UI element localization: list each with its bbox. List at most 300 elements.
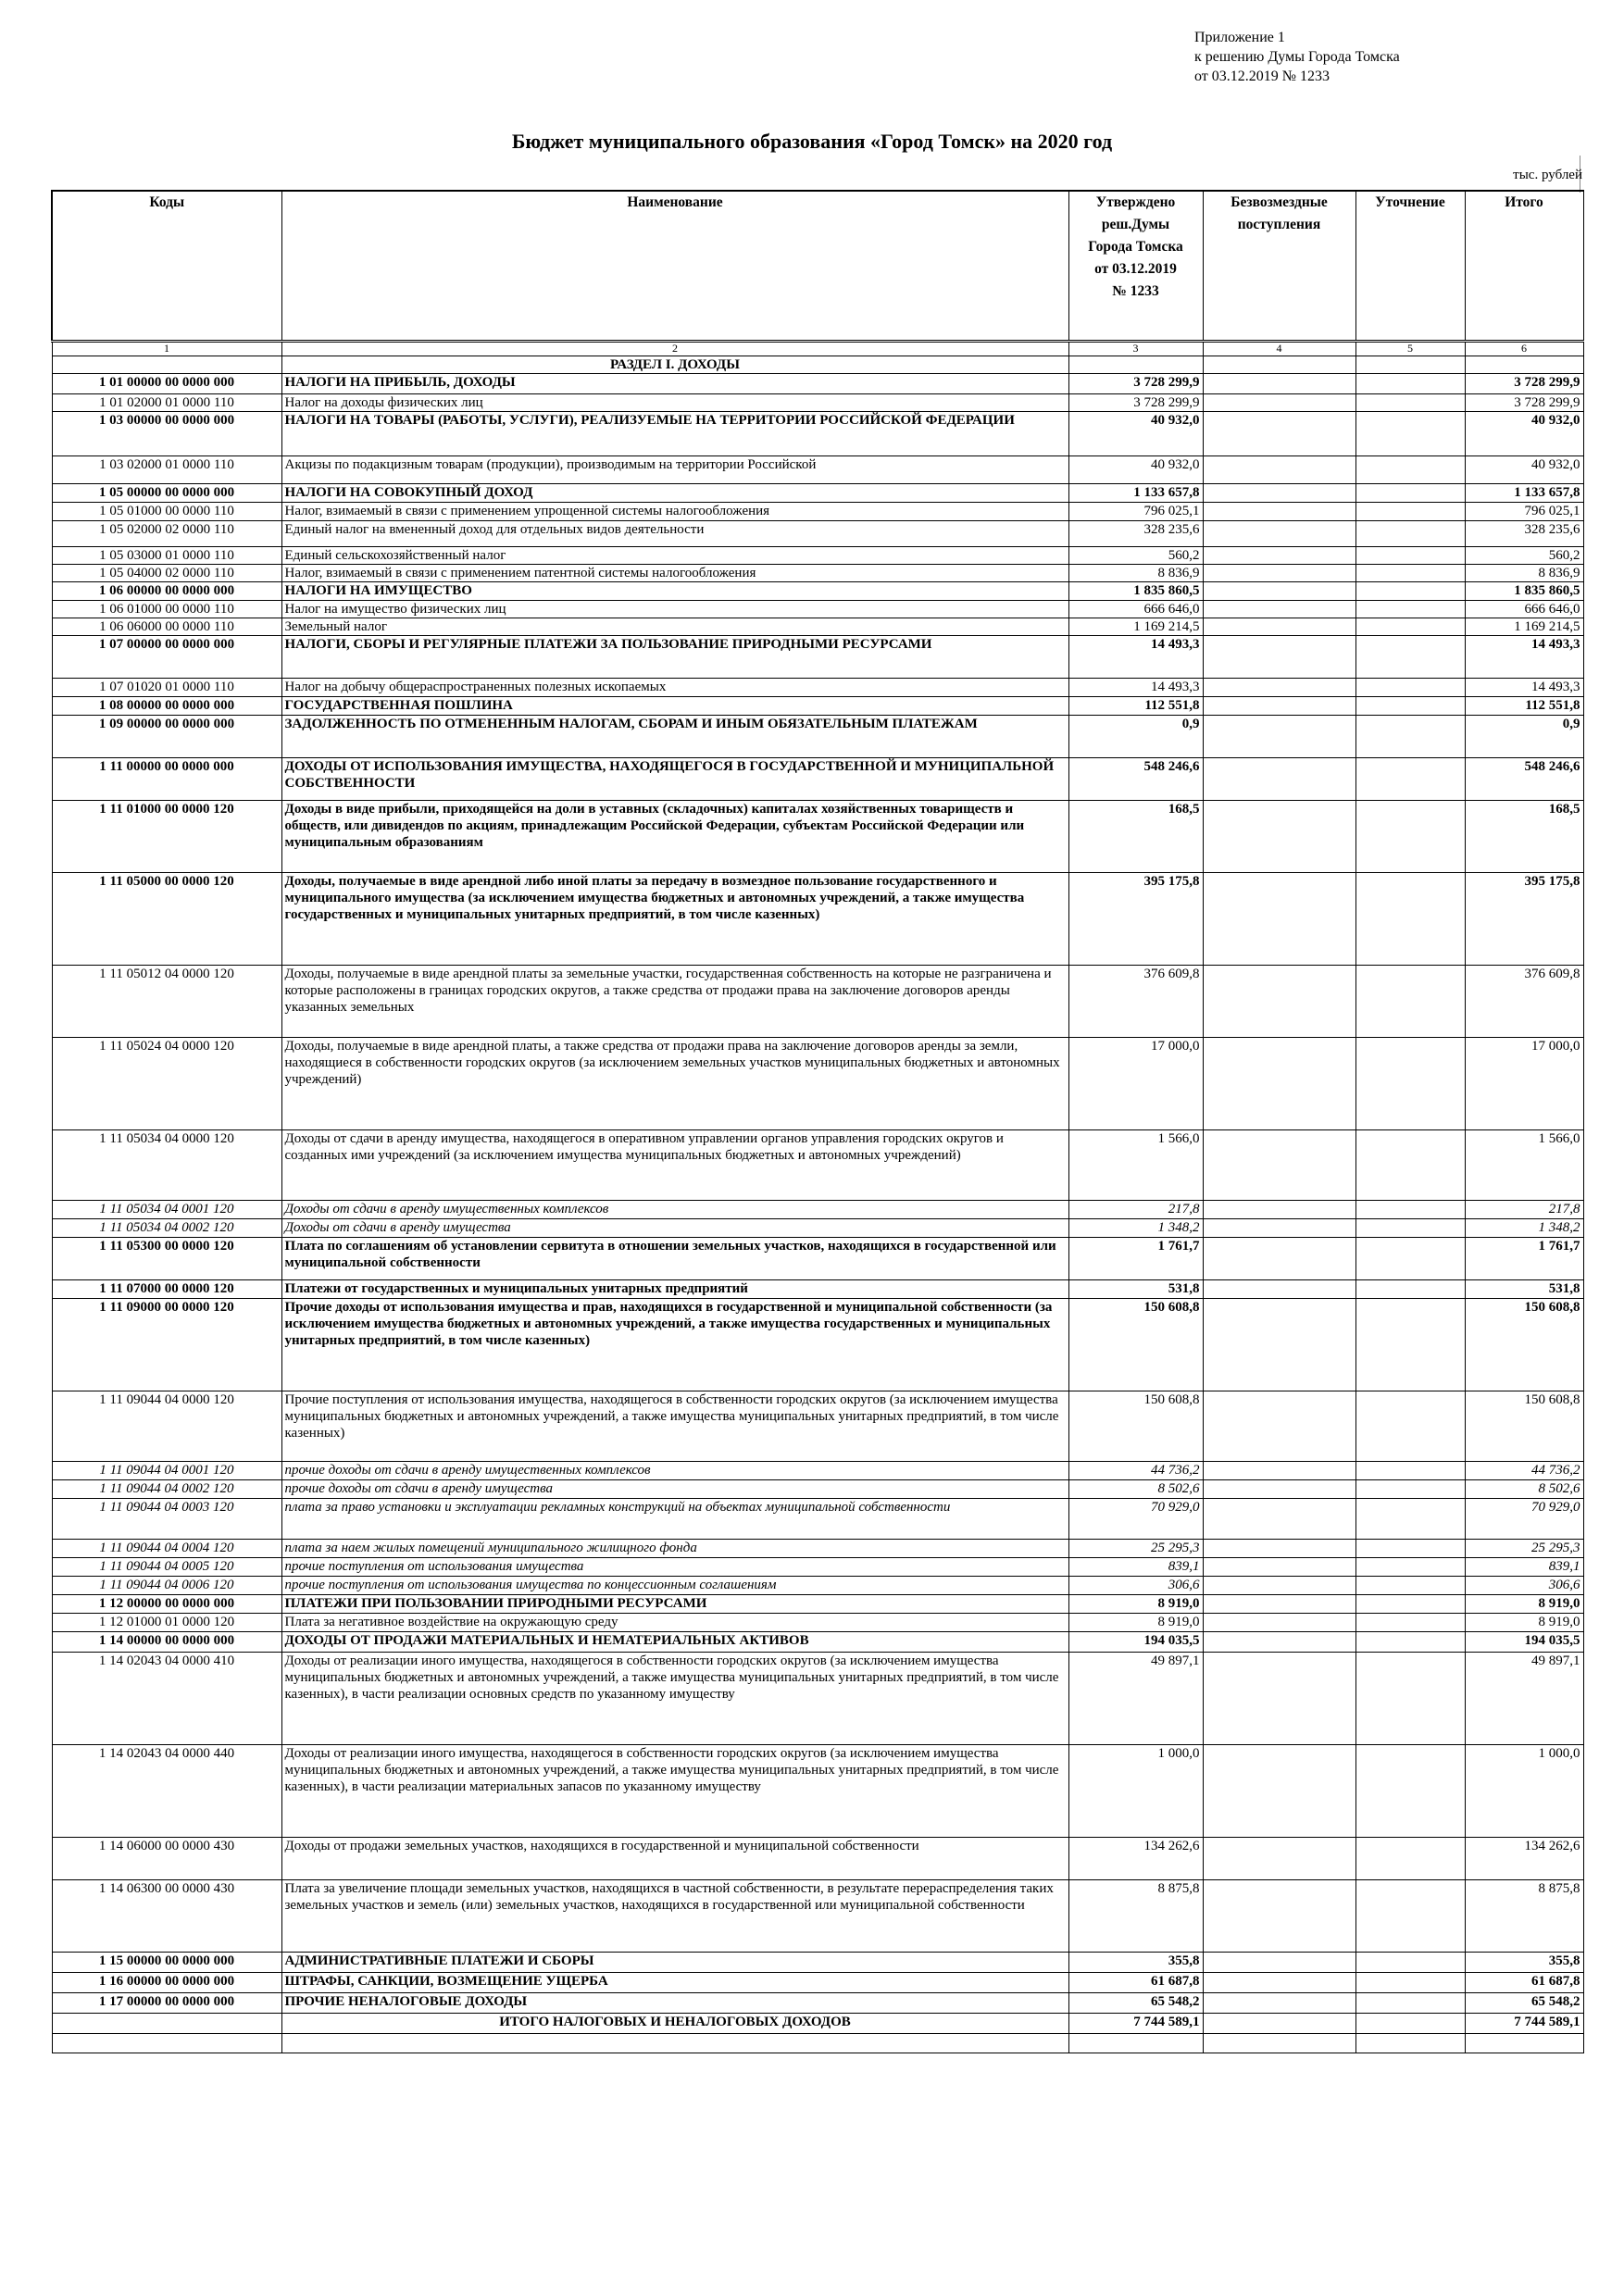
row-clarification <box>1355 394 1465 412</box>
row-total: 14 493,3 <box>1465 636 1583 679</box>
table-row <box>52 456 1583 484</box>
table-row <box>52 601 1583 618</box>
empty-cell <box>52 2033 281 2053</box>
row-approved: 168,5 <box>1068 800 1203 872</box>
row-clarification <box>1355 757 1465 800</box>
row-clarification <box>1355 582 1465 601</box>
row-total: 839,1 <box>1465 1557 1583 1576</box>
row-code: 1 11 00000 00 0000 000 <box>52 757 281 800</box>
row-name: Земельный налог <box>281 618 1068 636</box>
table-row <box>52 546 1583 564</box>
row-approved: 1 835 860,5 <box>1068 582 1203 601</box>
row-clarification <box>1355 374 1465 394</box>
row-approved: 796 025,1 <box>1068 503 1203 520</box>
row-code: 1 05 02000 02 0000 110 <box>52 520 281 546</box>
row-gratuitous <box>1203 1461 1355 1479</box>
row-name: АДМИНИСТРАТИВНЫЕ ПЛАТЕЖИ И СБОРЫ <box>281 1952 1068 1972</box>
row-approved: 61 687,8 <box>1068 1972 1203 1992</box>
header-approved-line: Города Томска <box>1088 239 1183 255</box>
row-approved: 44 736,2 <box>1068 1461 1203 1479</box>
row-code: 1 17 00000 00 0000 000 <box>52 1992 281 2013</box>
row-total: 61 687,8 <box>1465 1972 1583 1992</box>
row-code: 1 14 06000 00 0000 430 <box>52 1837 281 1879</box>
row-clarification <box>1355 1539 1465 1557</box>
row-gratuitous <box>1203 1539 1355 1557</box>
row-clarification <box>1355 1200 1465 1218</box>
row-clarification <box>1355 601 1465 618</box>
row-approved: 395 175,8 <box>1068 872 1203 965</box>
row-code: 1 05 03000 01 0000 110 <box>52 546 281 564</box>
row-total: 531,8 <box>1465 1279 1583 1298</box>
row-clarification <box>1355 503 1465 520</box>
row-total: 112 551,8 <box>1465 696 1583 715</box>
row-total: 1 000,0 <box>1465 1744 1583 1837</box>
row-gratuitous <box>1203 1479 1355 1498</box>
row-total: 168,5 <box>1465 800 1583 872</box>
row-clarification <box>1355 1652 1465 1744</box>
header-approved-line: Утверждено <box>1095 194 1176 210</box>
row-clarification <box>1355 1594 1465 1613</box>
row-clarification <box>1355 715 1465 757</box>
row-approved: 1 133 657,8 <box>1068 484 1203 503</box>
row-clarification <box>1355 564 1465 581</box>
table-row <box>52 800 1583 872</box>
row-name: Прочие доходы от использования имущества и прав, находящихся в государственной и муниципальной собственности (за исключением имущества бюджетных и автономных учреждений, а также имущества государственных и муниципальных унитарных предприятий, в том числе казенных) <box>281 1298 1068 1391</box>
row-clarification <box>1355 965 1465 1037</box>
row-name: плата за наем жилых помещений муниципального жилищного фонда <box>281 1539 1068 1557</box>
row-gratuitous <box>1203 1129 1355 1200</box>
header-gratuitous-line: поступления <box>1237 217 1321 232</box>
row-code: 1 06 06000 00 0000 110 <box>52 618 281 636</box>
header-approved-line: № 1233 <box>1112 283 1159 299</box>
row-name: ДОХОДЫ ОТ ИСПОЛЬЗОВАНИЯ ИМУЩЕСТВА, НАХОДЯЩЕГОСЯ В ГОСУДАРСТВЕННОЙ И МУНИЦИПАЛЬНОЙ СОБСТВЕННОСТИ <box>281 757 1068 800</box>
row-approved: 8 919,0 <box>1068 1613 1203 1631</box>
row-approved: 839,1 <box>1068 1557 1203 1576</box>
row-gratuitous <box>1203 1744 1355 1837</box>
row-code: 1 11 09044 04 0000 120 <box>52 1391 281 1461</box>
row-code: 1 11 09044 04 0004 120 <box>52 1539 281 1557</box>
row-name: НАЛОГИ НА СОВОКУПНЫЙ ДОХОД <box>281 484 1068 503</box>
row-approved: 548 246,6 <box>1068 757 1203 800</box>
table-row <box>52 1461 1583 1479</box>
table-row <box>52 1992 1583 2013</box>
table-row <box>52 1479 1583 1498</box>
row-code: 1 11 05012 04 0000 120 <box>52 965 281 1037</box>
row-approved: 17 000,0 <box>1068 1037 1203 1129</box>
appendix-line-2: к решению Думы Города Томска <box>1194 49 1400 65</box>
appendix-line-1: Приложение 1 <box>1194 30 1285 45</box>
section-title: РАЗДЕЛ I. ДОХОДЫ <box>281 356 1068 374</box>
row-gratuitous <box>1203 1498 1355 1539</box>
row-name: прочие доходы от сдачи в аренду имущественных комплексов <box>281 1461 1068 1479</box>
column-number-row <box>52 342 1583 356</box>
row-approved: 217,8 <box>1068 1200 1203 1218</box>
appendix-line-3: от 03.12.2019 № 1233 <box>1194 69 1330 84</box>
section-cell <box>1355 356 1465 374</box>
table-row <box>52 1557 1583 1576</box>
row-total: 8 919,0 <box>1465 1613 1583 1631</box>
empty-cell <box>1355 2033 1465 2053</box>
empty-cell <box>1068 2033 1203 2053</box>
row-approved: 134 262,6 <box>1068 1837 1203 1879</box>
row-code: 1 11 09044 04 0001 120 <box>52 1461 281 1479</box>
row-code: 1 14 00000 00 0000 000 <box>52 1631 281 1652</box>
row-approved: 14 493,3 <box>1068 679 1203 696</box>
row-total: 3 728 299,9 <box>1465 394 1583 412</box>
section-cell <box>1068 356 1203 374</box>
col-number: 3 <box>1068 342 1203 356</box>
row-total: 150 608,8 <box>1465 1391 1583 1461</box>
row-gratuitous <box>1203 1972 1355 1992</box>
document-title: Бюджет муниципального образования «Город Томск» на 2020 год <box>511 130 1113 153</box>
row-code: 1 03 02000 01 0000 110 <box>52 456 281 484</box>
row-approved: 666 646,0 <box>1068 601 1203 618</box>
row-code: 1 05 04000 02 0000 110 <box>52 564 281 581</box>
row-code: 1 09 00000 00 0000 000 <box>52 715 281 757</box>
row-total: 1 133 657,8 <box>1465 484 1583 503</box>
row-code: 1 01 00000 00 0000 000 <box>52 374 281 394</box>
row-total: 1 835 860,5 <box>1465 582 1583 601</box>
row-gratuitous <box>1203 456 1355 484</box>
row-total: 306,6 <box>1465 1576 1583 1594</box>
row-clarification <box>1355 1576 1465 1594</box>
table-row <box>52 715 1583 757</box>
empty-cell <box>1203 2033 1355 2053</box>
row-name: ШТРАФЫ, САНКЦИИ, ВОЗМЕЩЕНИЕ УЩЕРБА <box>281 1972 1068 1992</box>
row-code: 1 14 06300 00 0000 430 <box>52 1879 281 1952</box>
row-name: Налог на имущество физических лиц <box>281 601 1068 618</box>
row-approved: 8 836,9 <box>1068 564 1203 581</box>
table-row <box>52 1218 1583 1237</box>
row-total: 0,9 <box>1465 715 1583 757</box>
row-code: 1 08 00000 00 0000 000 <box>52 696 281 715</box>
row-total: 25 295,3 <box>1465 1539 1583 1557</box>
table-body <box>52 356 1583 2053</box>
header-total: Итого <box>1465 191 1583 342</box>
row-code: 1 14 02043 04 0000 410 <box>52 1652 281 1744</box>
header-codes: Коды <box>52 191 281 342</box>
table-row <box>52 1972 1583 1992</box>
row-name: Акцизы по подакцизным товарам (продукции), производимым на территории Российской <box>281 456 1068 484</box>
row-total: 134 262,6 <box>1465 1837 1583 1879</box>
header-clarification: Уточнение <box>1355 191 1465 342</box>
row-clarification <box>1355 546 1465 564</box>
row-gratuitous <box>1203 374 1355 394</box>
total-gratuitous <box>1203 2013 1355 2033</box>
row-total: 1 566,0 <box>1465 1129 1583 1200</box>
row-code: 1 16 00000 00 0000 000 <box>52 1972 281 1992</box>
row-gratuitous <box>1203 484 1355 503</box>
row-total: 44 736,2 <box>1465 1461 1583 1479</box>
row-clarification <box>1355 520 1465 546</box>
row-clarification <box>1355 1298 1465 1391</box>
row-gratuitous <box>1203 872 1355 965</box>
section-code-cell <box>52 356 281 374</box>
row-total: 560,2 <box>1465 546 1583 564</box>
row-clarification <box>1355 484 1465 503</box>
row-gratuitous <box>1203 1613 1355 1631</box>
row-gratuitous <box>1203 965 1355 1037</box>
row-approved: 49 897,1 <box>1068 1652 1203 1744</box>
row-code: 1 03 00000 00 0000 000 <box>52 412 281 456</box>
header-approved-line: реш.Думы <box>1101 217 1170 232</box>
row-approved: 8 875,8 <box>1068 1879 1203 1952</box>
row-total: 40 932,0 <box>1465 412 1583 456</box>
row-code: 1 11 05000 00 0000 120 <box>52 872 281 965</box>
table-row <box>52 394 1583 412</box>
table-row <box>52 1279 1583 1298</box>
row-name: ГОСУДАРСТВЕННАЯ ПОШЛИНА <box>281 696 1068 715</box>
row-code: 1 11 09044 04 0005 120 <box>52 1557 281 1576</box>
row-total: 194 035,5 <box>1465 1631 1583 1652</box>
row-name: прочие поступления от использования имущества <box>281 1557 1068 1576</box>
table-row <box>52 1613 1583 1631</box>
row-approved: 531,8 <box>1068 1279 1203 1298</box>
section-row <box>52 356 1583 374</box>
row-name: прочие доходы от сдачи в аренду имущества <box>281 1479 1068 1498</box>
row-total: 8 919,0 <box>1465 1594 1583 1613</box>
header-approved <box>1068 191 1203 342</box>
table-row <box>52 1594 1583 1613</box>
row-name: Налог, взимаемый в связи с применением патентной системы налогообложения <box>281 564 1068 581</box>
col-number: 6 <box>1465 342 1583 356</box>
row-total: 395 175,8 <box>1465 872 1583 965</box>
row-gratuitous <box>1203 394 1355 412</box>
row-approved: 3 728 299,9 <box>1068 394 1203 412</box>
row-gratuitous <box>1203 800 1355 872</box>
row-approved: 1 566,0 <box>1068 1129 1203 1200</box>
total-clarification <box>1355 2013 1465 2033</box>
row-clarification <box>1355 618 1465 636</box>
table-row <box>52 636 1583 679</box>
row-approved: 112 551,8 <box>1068 696 1203 715</box>
row-name: Доходы от сдачи в аренду имущества, находящегося в оперативном управлении органов управления городских округов и созданных ими учреждений (за исключением имущества муниципальных бюджетных и автономных учреждений) <box>281 1129 1068 1200</box>
row-code: 1 11 07000 00 0000 120 <box>52 1279 281 1298</box>
total-code <box>52 2013 281 2033</box>
row-approved: 150 608,8 <box>1068 1298 1203 1391</box>
row-clarification <box>1355 1744 1465 1837</box>
row-code: 1 11 09044 04 0003 120 <box>52 1498 281 1539</box>
budget-table <box>51 190 1584 2053</box>
row-clarification <box>1355 1391 1465 1461</box>
header-name: Наименование <box>281 191 1068 342</box>
row-name: плата за право установки и эксплуатации рекламных конструкций на объектах муниципальной собственности <box>281 1498 1068 1539</box>
table-row <box>52 520 1583 546</box>
row-name: прочие поступления от использования имущества по концессионным соглашениям <box>281 1576 1068 1594</box>
row-gratuitous <box>1203 1298 1355 1391</box>
row-code: 1 11 09044 04 0002 120 <box>52 1479 281 1498</box>
row-approved: 8 919,0 <box>1068 1594 1203 1613</box>
row-name: Прочие поступления от использования имущества, находящегося в собственности городских округов (за исключением имущества муниципальных бюджетных и автономных учреждений, а также имущества муниципальных унитарных предприятий, в том числе казенных) <box>281 1391 1068 1461</box>
row-name: НАЛОГИ НА ПРИБЫЛЬ, ДОХОДЫ <box>281 374 1068 394</box>
row-total: 49 897,1 <box>1465 1652 1583 1744</box>
row-name: Доходы, получаемые в виде арендной платы, а также средства от продажи права на заключение договоров аренды за земли, находящиеся в собственности городских округов (за исключением земельных участков муниципальных бюджетных и автономных учреждений) <box>281 1037 1068 1129</box>
row-clarification <box>1355 636 1465 679</box>
row-total: 217,8 <box>1465 1200 1583 1218</box>
row-name: Налог, взимаемый в связи с применением упрощенной системы налогообложения <box>281 503 1068 520</box>
row-clarification <box>1355 1631 1465 1652</box>
row-name: НАЛОГИ, СБОРЫ И РЕГУЛЯРНЫЕ ПЛАТЕЖИ ЗА ПОЛЬЗОВАНИЕ ПРИРОДНЫМИ РЕСУРСАМИ <box>281 636 1068 679</box>
total-approved: 7 744 589,1 <box>1068 2013 1203 2033</box>
row-gratuitous <box>1203 582 1355 601</box>
row-gratuitous <box>1203 1237 1355 1279</box>
row-gratuitous <box>1203 715 1355 757</box>
row-gratuitous <box>1203 696 1355 715</box>
row-code: 1 12 01000 01 0000 120 <box>52 1613 281 1631</box>
row-code: 1 06 00000 00 0000 000 <box>52 582 281 601</box>
row-clarification <box>1355 1218 1465 1237</box>
row-clarification <box>1355 412 1465 456</box>
row-total: 70 929,0 <box>1465 1498 1583 1539</box>
row-clarification <box>1355 1557 1465 1576</box>
row-code: 1 05 00000 00 0000 000 <box>52 484 281 503</box>
table-row <box>52 1037 1583 1129</box>
row-clarification <box>1355 1972 1465 1992</box>
row-total: 65 548,2 <box>1465 1992 1583 2013</box>
row-total: 8 836,9 <box>1465 564 1583 581</box>
row-gratuitous <box>1203 636 1355 679</box>
table-row <box>52 872 1583 965</box>
row-name: НАЛОГИ НА ИМУЩЕСТВО <box>281 582 1068 601</box>
row-name: Налог на добычу общераспространенных полезных ископаемых <box>281 679 1068 696</box>
row-name: Доходы от реализации иного имущества, находящегося в собственности городских округов (за исключением имущества муниципальных бюджетных и автономных учреждений, а также имущества муниципальных унитарных предприятий, в том числе казенных), в части реализации основных средств по указанному имуществу <box>281 1652 1068 1744</box>
section-cell <box>1465 356 1583 374</box>
row-code: 1 11 09044 04 0006 120 <box>52 1576 281 1594</box>
row-gratuitous <box>1203 1391 1355 1461</box>
col-number: 5 <box>1355 342 1465 356</box>
row-approved: 355,8 <box>1068 1952 1203 1972</box>
empty-cell <box>1465 2033 1583 2053</box>
row-code: 1 12 00000 00 0000 000 <box>52 1594 281 1613</box>
row-clarification <box>1355 456 1465 484</box>
row-total: 14 493,3 <box>1465 679 1583 696</box>
row-clarification <box>1355 872 1465 965</box>
row-clarification <box>1355 1237 1465 1279</box>
total-row <box>52 2013 1583 2033</box>
row-clarification <box>1355 1992 1465 2013</box>
row-total: 1 348,2 <box>1465 1218 1583 1237</box>
col-number: 2 <box>281 342 1068 356</box>
row-code: 1 07 01020 01 0000 110 <box>52 679 281 696</box>
row-code: 1 01 02000 01 0000 110 <box>52 394 281 412</box>
row-code: 1 06 01000 00 0000 110 <box>52 601 281 618</box>
row-approved: 328 235,6 <box>1068 520 1203 546</box>
row-approved: 194 035,5 <box>1068 1631 1203 1652</box>
row-approved: 3 728 299,9 <box>1068 374 1203 394</box>
table-row <box>52 1498 1583 1539</box>
row-name: ДОХОДЫ ОТ ПРОДАЖИ МАТЕРИАЛЬНЫХ И НЕМАТЕРИАЛЬНЫХ АКТИВОВ <box>281 1631 1068 1652</box>
row-clarification <box>1355 1479 1465 1498</box>
row-name: Доходы в виде прибыли, приходящейся на доли в уставных (складочных) капиталах хозяйственных товариществ и обществ, или дивидендов по акциям, принадлежащим Российской Федерации, субъектам Российской Федерации или муниципальным образованиям <box>281 800 1068 872</box>
table-row <box>52 412 1583 456</box>
row-gratuitous <box>1203 546 1355 564</box>
row-clarification <box>1355 1129 1465 1200</box>
row-gratuitous <box>1203 1879 1355 1952</box>
row-total: 548 246,6 <box>1465 757 1583 800</box>
row-approved: 40 932,0 <box>1068 456 1203 484</box>
row-clarification <box>1355 696 1465 715</box>
row-approved: 25 295,3 <box>1068 1539 1203 1557</box>
row-code: 1 11 05024 04 0000 120 <box>52 1037 281 1129</box>
row-clarification <box>1355 1498 1465 1539</box>
row-clarification <box>1355 1837 1465 1879</box>
row-name: Доходы от реализации иного имущества, находящегося в собственности городских округов (за исключением имущества муниципальных бюджетных и автономных учреждений, а также имущества муниципальных унитарных предприятий, в том числе казенных), в части реализации материальных запасов по указанному имуществу <box>281 1744 1068 1837</box>
table-row <box>52 1652 1583 1744</box>
empty-cell <box>281 2033 1068 2053</box>
row-approved: 306,6 <box>1068 1576 1203 1594</box>
row-total: 1 761,7 <box>1465 1237 1583 1279</box>
row-gratuitous <box>1203 679 1355 696</box>
row-gratuitous <box>1203 601 1355 618</box>
row-approved: 8 502,6 <box>1068 1479 1203 1498</box>
row-clarification <box>1355 800 1465 872</box>
row-clarification <box>1355 1879 1465 1952</box>
row-gratuitous <box>1203 1576 1355 1594</box>
row-gratuitous <box>1203 1037 1355 1129</box>
row-approved: 1 000,0 <box>1068 1744 1203 1837</box>
table-row <box>52 1879 1583 1952</box>
row-approved: 1 348,2 <box>1068 1218 1203 1237</box>
row-code: 1 05 01000 00 0000 110 <box>52 503 281 520</box>
col-number: 4 <box>1203 342 1355 356</box>
row-code: 1 07 00000 00 0000 000 <box>52 636 281 679</box>
row-gratuitous <box>1203 1557 1355 1576</box>
row-name: Единый налог на вмененный доход для отдельных видов деятельности <box>281 520 1068 546</box>
row-name: Единый сельскохозяйственный налог <box>281 546 1068 564</box>
table-row <box>52 965 1583 1037</box>
table-row <box>52 1744 1583 1837</box>
row-total: 796 025,1 <box>1465 503 1583 520</box>
table-row <box>52 618 1583 636</box>
header-gratuitous-line: Безвозмездные <box>1230 194 1328 210</box>
row-gratuitous <box>1203 1218 1355 1237</box>
table-row <box>52 374 1583 394</box>
row-clarification <box>1355 1613 1465 1631</box>
row-gratuitous <box>1203 1631 1355 1652</box>
table-row <box>52 1952 1583 1972</box>
table-row <box>52 679 1583 696</box>
row-name: Доходы от сдачи в аренду имущественных комплексов <box>281 1200 1068 1218</box>
empty-row <box>52 2033 1583 2053</box>
header-row <box>52 191 1583 342</box>
total-total: 7 744 589,1 <box>1465 2013 1583 2033</box>
table-row <box>52 1391 1583 1461</box>
row-clarification <box>1355 1279 1465 1298</box>
row-name: ПРОЧИЕ НЕНАЛОГОВЫЕ ДОХОДЫ <box>281 1992 1068 2013</box>
table-row <box>52 1237 1583 1279</box>
row-name: Плата за увеличение площади земельных участков, находящихся в частной собственности, в результате перераспределения таких земельных участков и земель (или) земельных участков, находящихся в государственной или муниципальной собственности <box>281 1879 1068 1952</box>
row-name: Платежи от государственных и муниципальных унитарных предприятий <box>281 1279 1068 1298</box>
row-name: ПЛАТЕЖИ ПРИ ПОЛЬЗОВАНИИ ПРИРОДНЫМИ РЕСУРСАМИ <box>281 1594 1068 1613</box>
row-clarification <box>1355 1037 1465 1129</box>
row-gratuitous <box>1203 520 1355 546</box>
row-total: 666 646,0 <box>1465 601 1583 618</box>
table-row <box>52 564 1583 581</box>
row-code: 1 11 05300 00 0000 120 <box>52 1237 281 1279</box>
row-name: Плата за негативное воздействие на окружающую среду <box>281 1613 1068 1631</box>
table-row <box>52 1200 1583 1218</box>
table-row <box>52 1576 1583 1594</box>
row-total: 1 169 214,5 <box>1465 618 1583 636</box>
row-approved: 40 932,0 <box>1068 412 1203 456</box>
row-clarification <box>1355 1952 1465 1972</box>
row-gratuitous <box>1203 1952 1355 1972</box>
row-gratuitous <box>1203 412 1355 456</box>
section-cell <box>1203 356 1355 374</box>
row-gratuitous <box>1203 618 1355 636</box>
table-row <box>52 484 1583 503</box>
row-total: 376 609,8 <box>1465 965 1583 1037</box>
